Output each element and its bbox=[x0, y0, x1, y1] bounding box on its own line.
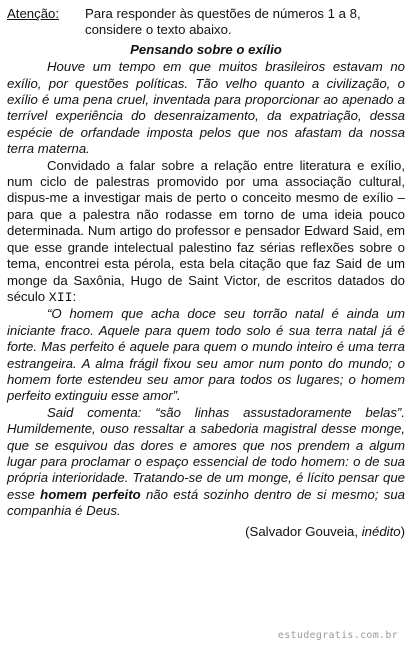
quotation-paragraph: “O homem que acha doce seu torrão natal é ainda um iniciante fraco. Aquele para quem todo solo é sua terra natal já é forte. Mas perfeito é aquele para quem o mundo inteiro é uma terra estrangeira. A alma frágil fixou seu amor num ponto do mundo; o homem forte estendeu seu amor para todos os lugares; o homem perfeito extinguiu esse amor”. bbox=[7, 306, 405, 404]
author-credit bbox=[7, 524, 405, 540]
paragraph-1: Houve um tempo em que muitos brasileiros estavam no exílio, por questões políticas. Tão velho quanto a civilização, o exílio é uma pena cruel, inventada para proporcionar ao apenado a terrível experiência do desenraizamento, da expatriação, dessa espécie de orfandade imposta pelos que nos afastam da nossa terra materna. bbox=[7, 59, 405, 157]
author-credit-close: ) bbox=[400, 523, 405, 539]
century-numeral: XII bbox=[48, 289, 73, 305]
bold-phrase: homem perfeito bbox=[40, 486, 141, 502]
attention-label: Atenção: bbox=[7, 6, 60, 21]
paragraph-4-text: Said comenta: “são linhas assustadoramente belas”. Humildemente, ouso ressaltar a sabedoria magistral desse monge, que se esquivou das dores e amores que nos prendem a algum lugar para proclamar o espaço essencial de todo homem: o de sua própria interioridade. Tratando-se de um monge, é lícito pensar que esse bbox=[7, 404, 405, 502]
paragraph-4-end: não está sozinho dentro de si mesmo; sua companhia é Deus. bbox=[7, 486, 405, 519]
text-title: Pensando sobre o exílio bbox=[130, 41, 282, 57]
author-credit-open: (Salvador Gouveia, bbox=[245, 523, 362, 539]
paragraph-2-end: : bbox=[72, 288, 77, 304]
paragraph-2 bbox=[7, 158, 405, 307]
author-source: inédito bbox=[361, 523, 401, 539]
paragraph-2-text: Convidado a falar sobre a relação entre literatura e exílio, num ciclo de palestras promovido por uma associação cultural, dispus-me a investigar mais de perto o conceito mesmo de exílio – para que a palestra não rodasse em torno de uma ideia pouco determinada. Num artigo do professor e pensador Edward Said, em que esse grande intelectual palestino faz sérias reflexões sobre o tema, encontrei esta pérola, esta bela citação que faz Said de um monge da Saxônia, Hugo de Saint Victor, de escritos datados do século bbox=[7, 157, 405, 304]
watermark: estudegratis.com.br bbox=[277, 629, 398, 641]
attention-instructions: Para responder às questões de números 1 a 8, considere o texto abaixo. bbox=[85, 6, 361, 38]
attention-block bbox=[7, 6, 405, 39]
document bbox=[7, 6, 405, 540]
paragraph-4 bbox=[7, 405, 405, 520]
